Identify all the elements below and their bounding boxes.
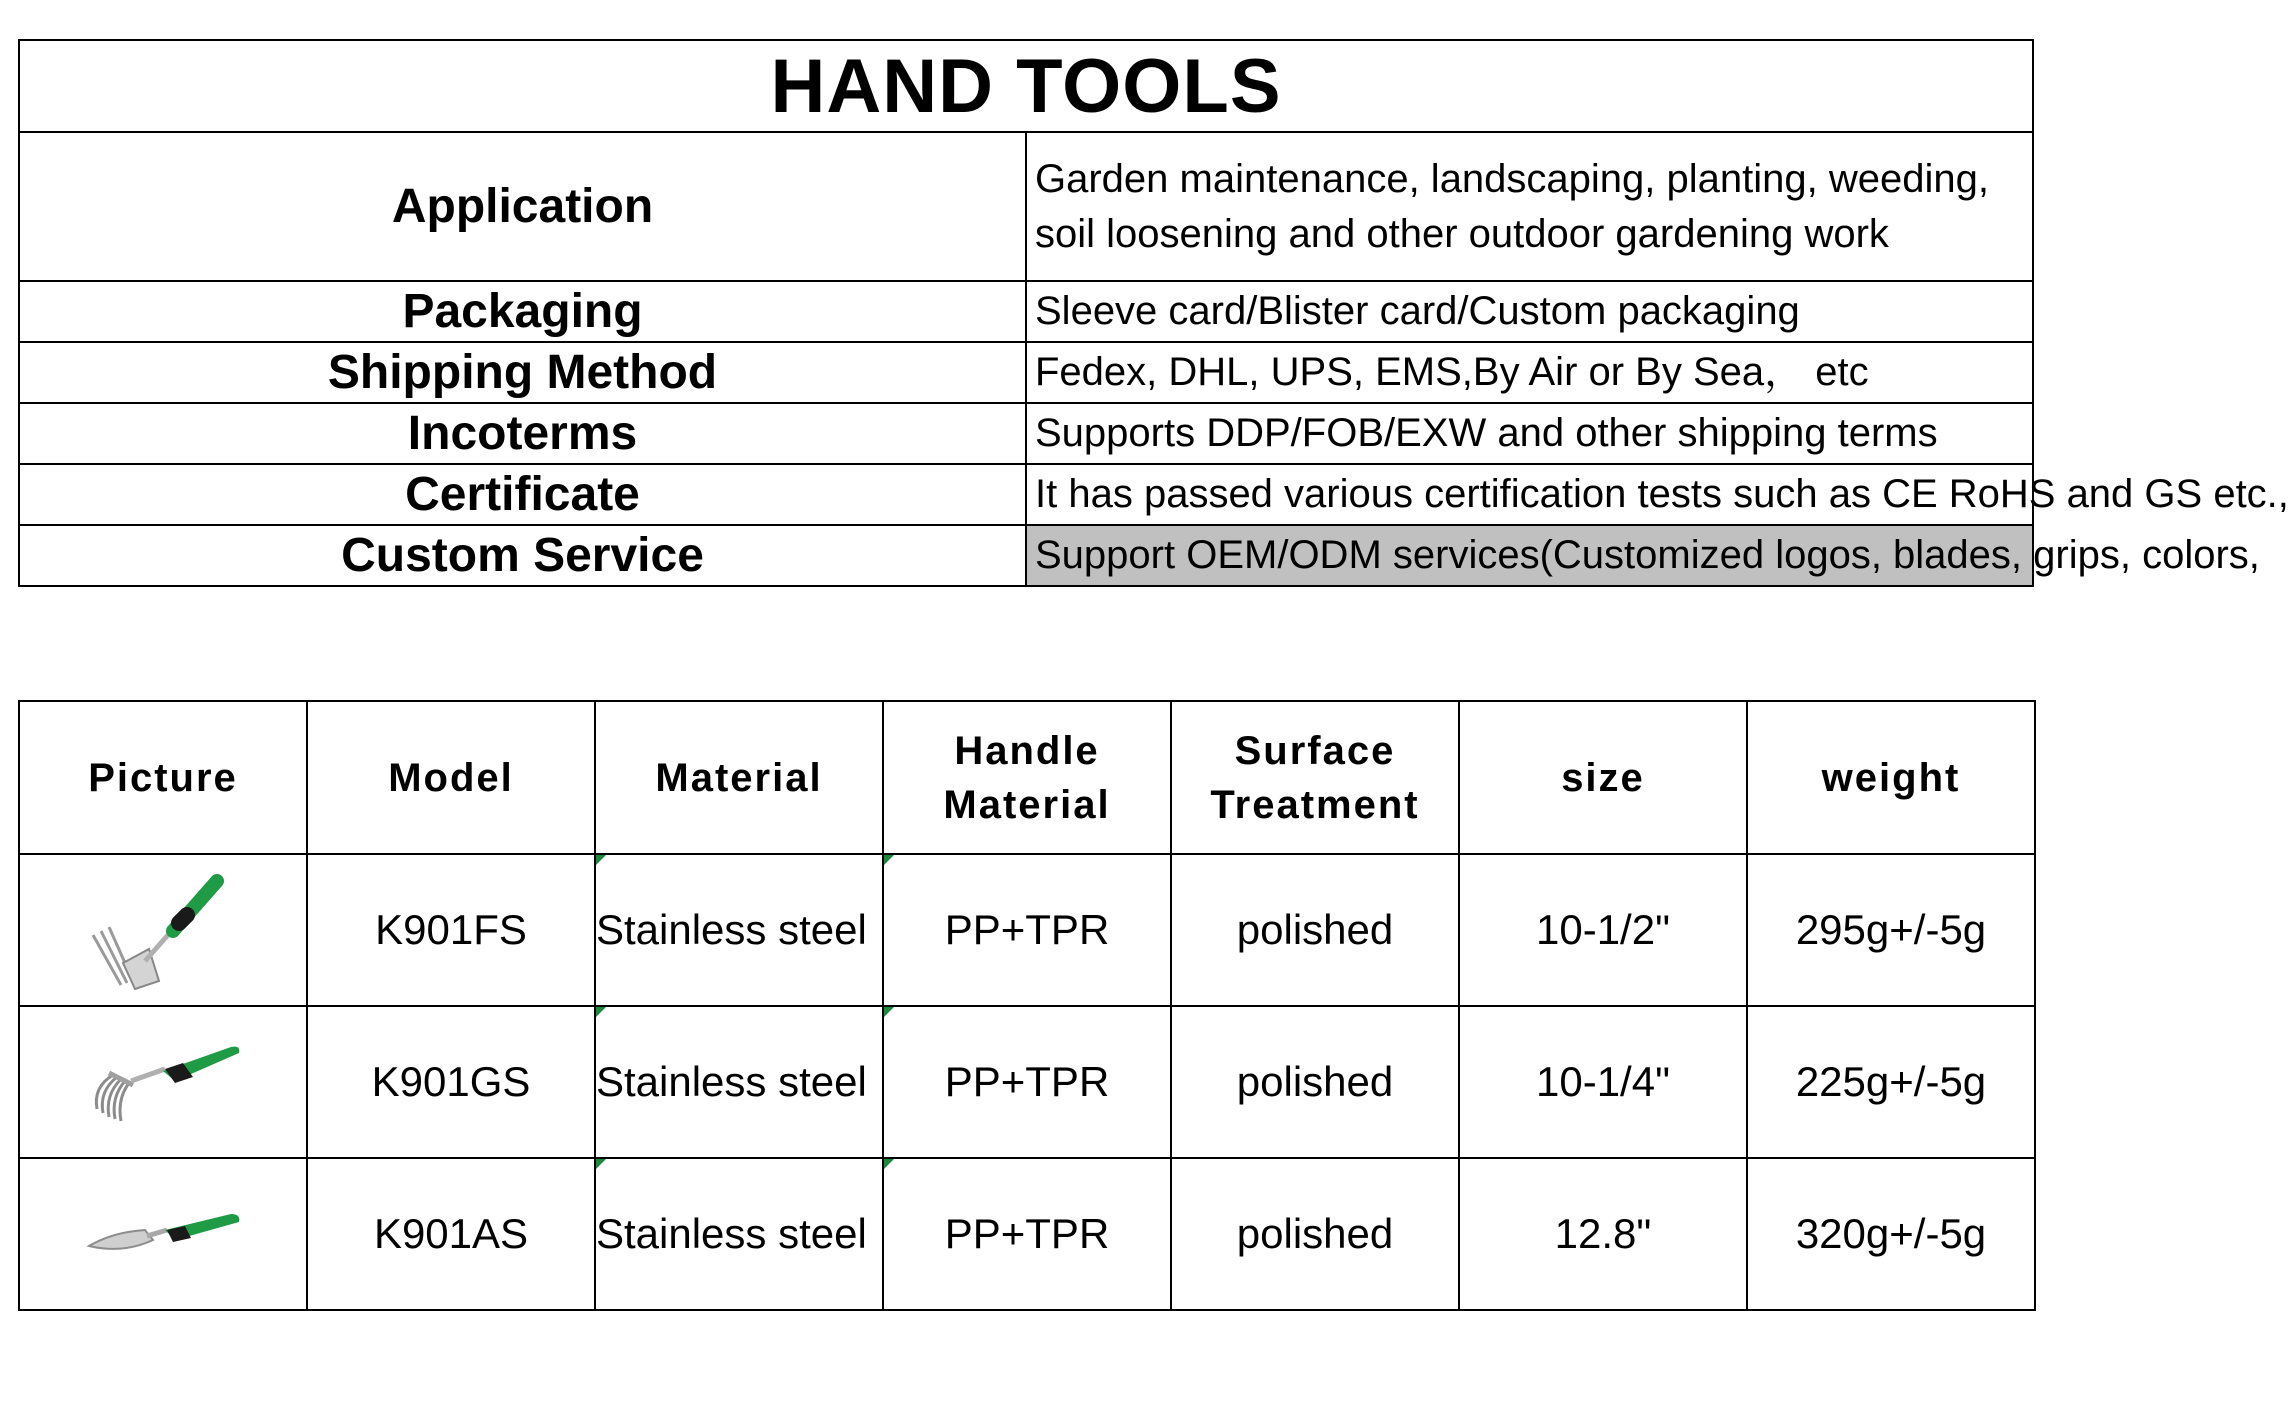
page-title: HAND TOOLS: [19, 40, 2033, 132]
spec-value: Sleeve card/Blister card/Custom packaging: [1026, 281, 2033, 342]
size-cell: 10-1/4": [1459, 1006, 1747, 1158]
material-text: Stainless steel: [596, 1210, 867, 1257]
spec-label: Application: [19, 132, 1026, 281]
picture-cell: [19, 854, 307, 1006]
surface-treatment-cell: polished: [1171, 1006, 1459, 1158]
spec-row-application: [19, 132, 2033, 281]
spec-row-shipping-method: [19, 342, 2033, 403]
spec-label: Packaging: [19, 281, 1026, 342]
handle-material-cell: [883, 854, 1171, 1006]
header-size: size: [1459, 701, 1747, 854]
spec-table: [18, 39, 2289, 587]
material-text: Stainless steel: [596, 906, 867, 953]
weight-cell: 225g+/-5g: [1747, 1006, 2035, 1158]
cell-marker: [596, 1159, 606, 1169]
header-line: Treatment: [1210, 782, 1420, 827]
cell-marker: [884, 1159, 894, 1169]
table-row: [19, 1158, 2035, 1310]
handle-material-cell: [883, 1158, 1171, 1310]
spec-value: Supports DDP/FOB/EXW and other shipping terms: [1026, 403, 2033, 464]
hand-rake-icon: [83, 1037, 243, 1127]
spec-value: Garden maintenance, landscaping, planting, weeding, soil loosening and other outdoor gardening work: [1026, 132, 2033, 281]
spec-label: Shipping Method: [19, 342, 1026, 403]
header-material: Material: [595, 701, 883, 854]
spec-row-custom-service: [19, 525, 2033, 586]
weight-cell: 295g+/-5g: [1747, 854, 2035, 1006]
surface-treatment-cell: polished: [1171, 854, 1459, 1006]
material-cell: [595, 854, 883, 1006]
picture-cell: [19, 1158, 307, 1310]
header-line: Handle: [954, 728, 1100, 773]
model-cell: K901FS: [307, 854, 595, 1006]
table-row: [19, 854, 2035, 1006]
model-cell: K901AS: [307, 1158, 595, 1310]
spec-value: Support OEM/ODM services(Customized logos, blades, grips, colors,: [1026, 525, 2033, 586]
header-line: Material: [943, 782, 1111, 827]
spec-row-incoterms: [19, 403, 2033, 464]
cell-marker: [884, 855, 894, 865]
size-cell: 12.8": [1459, 1158, 1747, 1310]
header-model: Model: [307, 701, 595, 854]
spec-value: It has passed various certification tests such as CE RoHS and GS etc.,: [1026, 464, 2033, 525]
handle-material-cell: [883, 1006, 1171, 1158]
spec-value: Fedex, DHL, UPS, EMS,By Air or By Sea， etc: [1026, 342, 2033, 403]
product-table-header-row: [19, 701, 2035, 854]
cell-marker: [596, 855, 606, 865]
handle-material-text: PP+TPR: [944, 906, 1110, 953]
product-table: [18, 700, 2036, 1311]
weight-cell: 320g+/-5g: [1747, 1158, 2035, 1310]
cell-marker: [884, 1007, 894, 1017]
material-cell: [595, 1006, 883, 1158]
picture-cell: [19, 1006, 307, 1158]
surface-treatment-cell: polished: [1171, 1158, 1459, 1310]
material-text: Stainless steel: [596, 1058, 867, 1105]
size-cell: 10-1/2": [1459, 854, 1747, 1006]
cell-marker: [596, 1007, 606, 1017]
handle-material-text: PP+TPR: [944, 1210, 1110, 1257]
hand-trowel-icon: [83, 1204, 243, 1264]
header-picture: Picture: [19, 701, 307, 854]
spec-label: Certificate: [19, 464, 1026, 525]
spec-row-packaging: [19, 281, 2033, 342]
header-line: Surface: [1234, 728, 1396, 773]
spec-label: Custom Service: [19, 525, 1026, 586]
header-surface-treatment: [1171, 701, 1459, 854]
header-weight: weight: [1747, 701, 2035, 854]
hand-hoe-icon: [83, 865, 243, 995]
model-cell: K901GS: [307, 1006, 595, 1158]
material-cell: [595, 1158, 883, 1310]
table-row: [19, 1006, 2035, 1158]
spec-row-certificate: [19, 464, 2033, 525]
spec-label: Incoterms: [19, 403, 1026, 464]
header-handle-material: [883, 701, 1171, 854]
handle-material-text: PP+TPR: [944, 1058, 1110, 1105]
